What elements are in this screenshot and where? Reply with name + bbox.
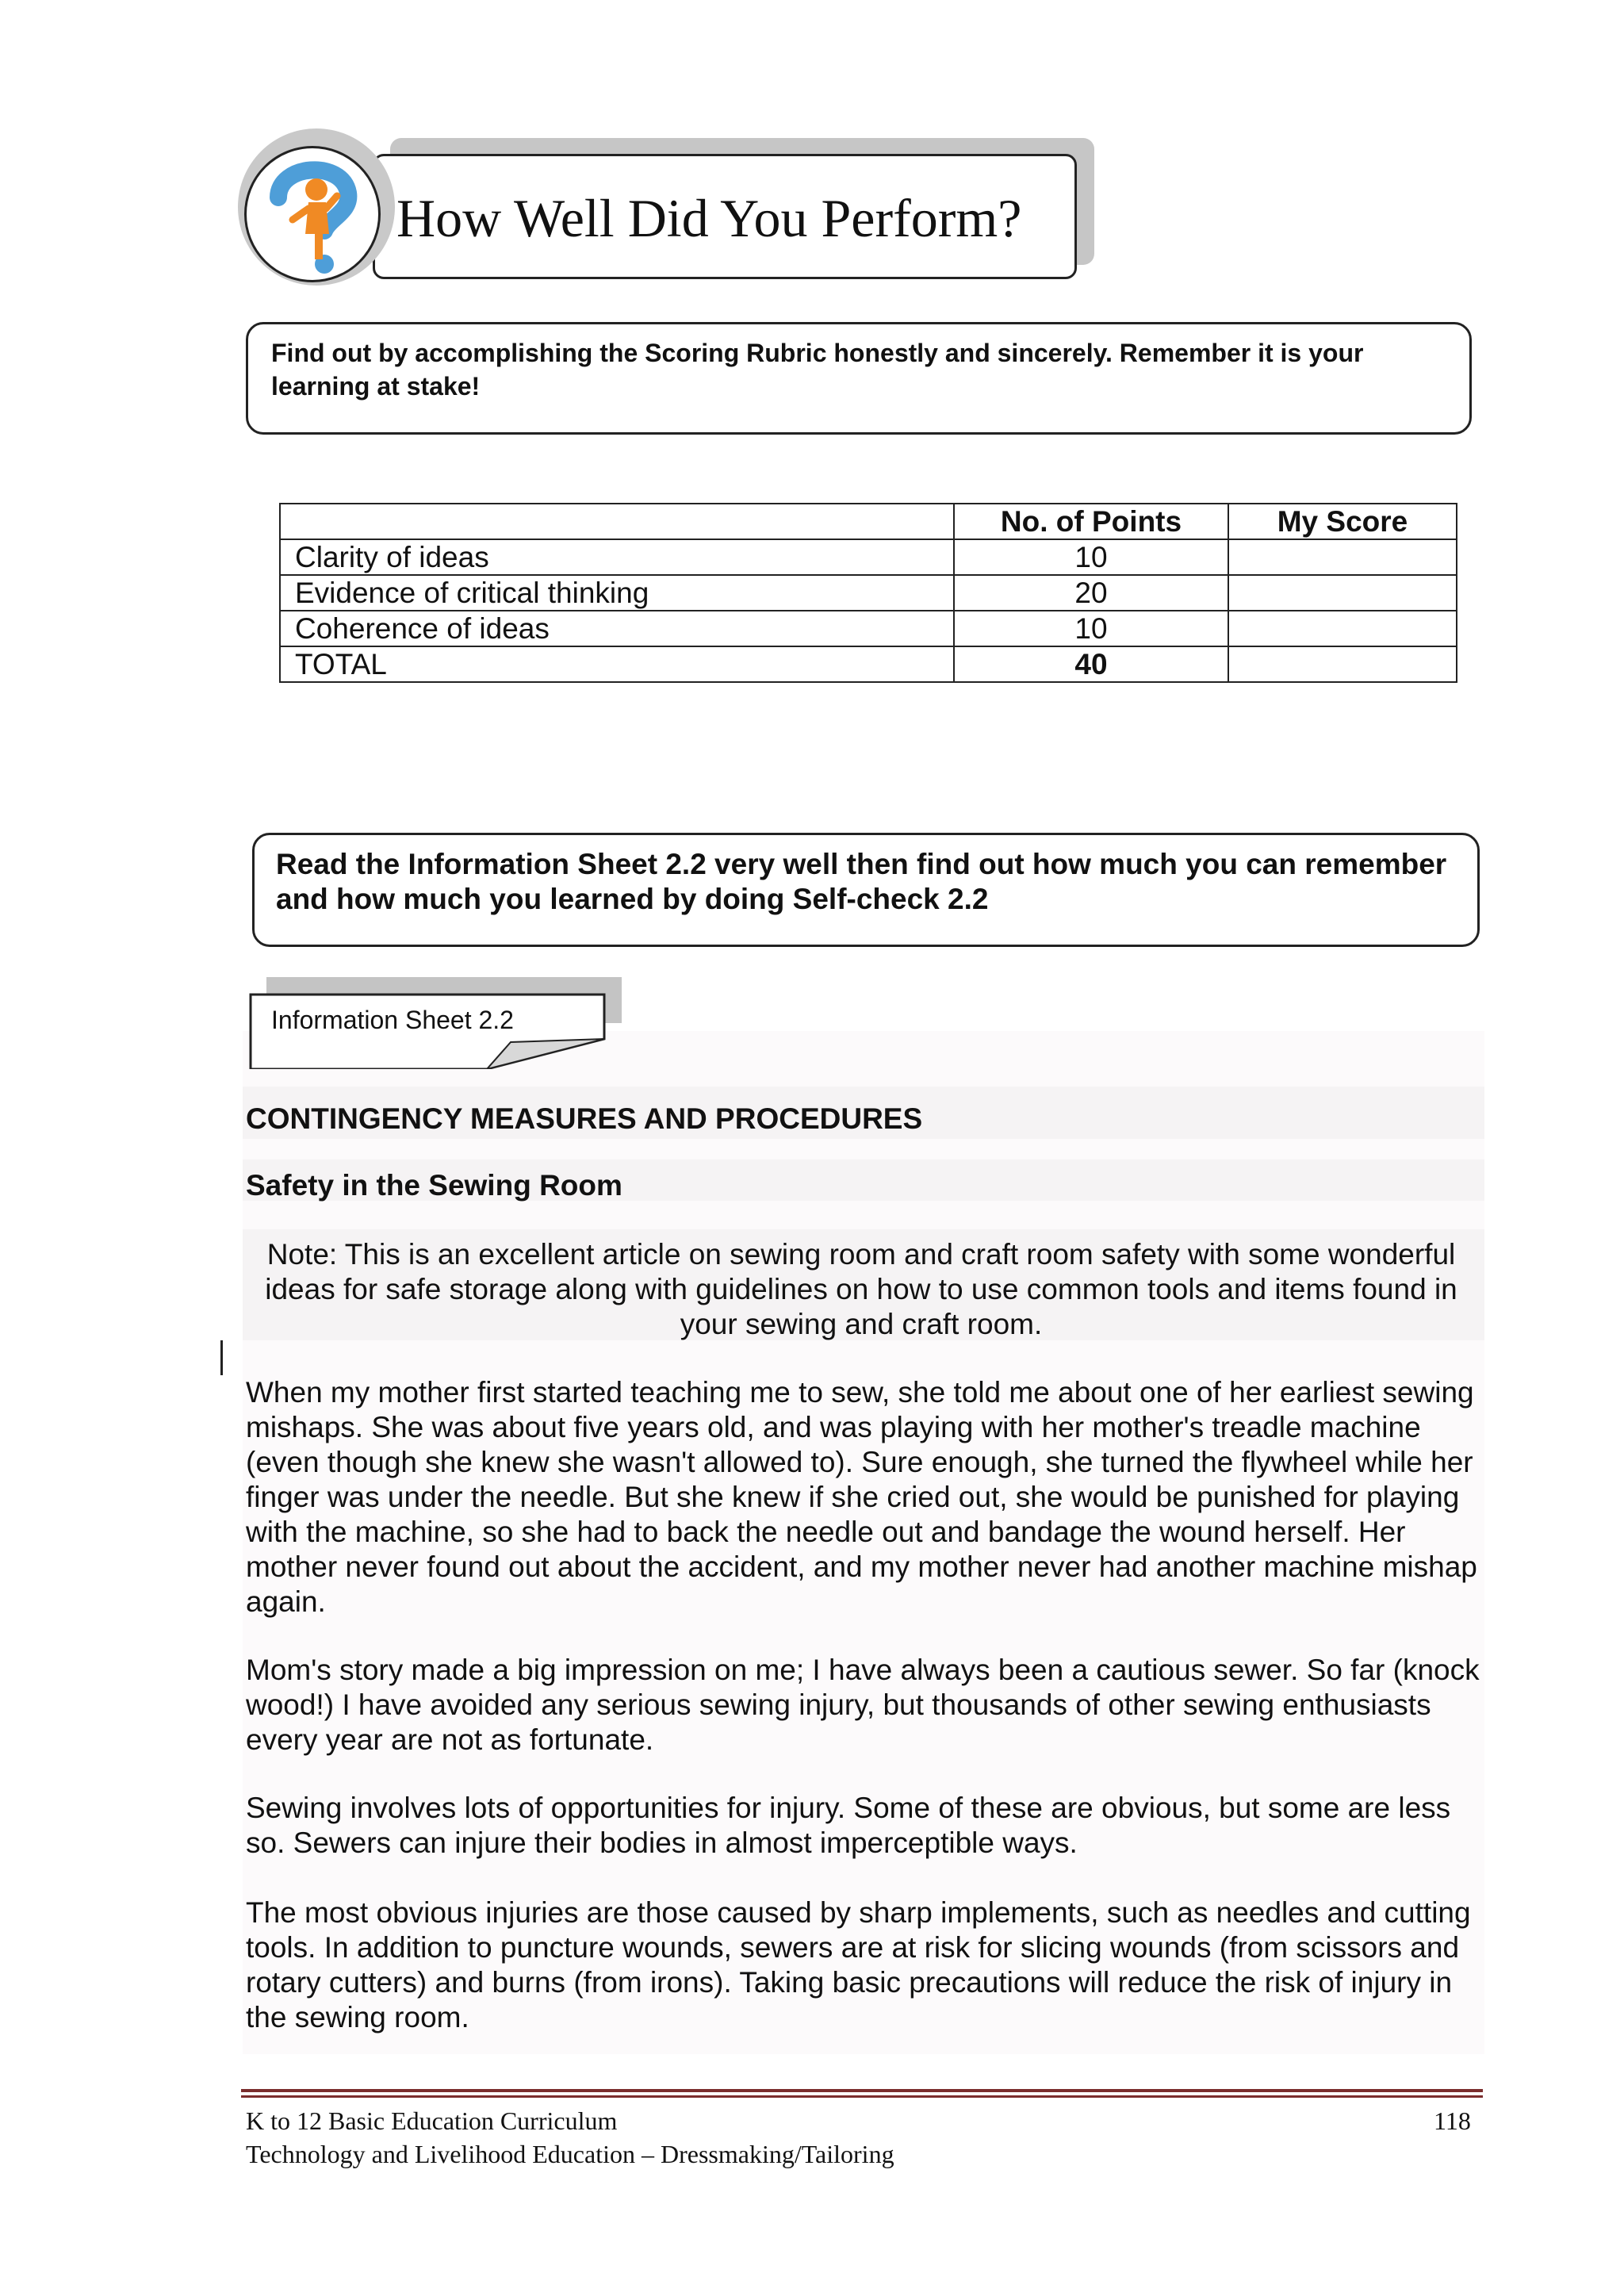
- criterion-cell: TOTAL: [280, 646, 954, 682]
- note-text: Note: This is an excellent article on sewing room and craft room safety with some wonderful ideas for safe storage along with guidelines on how to use common tools and items found in your sewing and craft room.: [265, 1238, 1457, 1340]
- column-header-points: No. of Points: [954, 504, 1228, 539]
- instruction-text: Read the Information Sheet 2.2 very well then find out how much you can remember and how much you learned by doing Self-check 2.2: [276, 848, 1447, 915]
- information-sheet-label: Information Sheet 2.2: [271, 1006, 514, 1034]
- column-header-score: My Score: [1228, 504, 1457, 539]
- page-title: How Well Did You Perform?: [396, 188, 1022, 248]
- criterion-cell: Evidence of critical thinking: [280, 575, 954, 611]
- table-row: [280, 575, 1457, 611]
- criterion-cell: Clarity of ideas: [280, 539, 954, 575]
- paragraph: When my mother first started teaching me to sew, she told me about one of her earliest sewing mishaps. She was about five years old, and was playing with her mother's treadle machine (even though she knew she wasn't allowed to). Sure enough, she turned the flywheel while her finger was under the needle. But she knew if she cried out, she would be punished for playing with the machine, so she had to back the needle out and bandage the wound herself. Her mother never found out about the accident, and my mother never had another machine mishap again.: [246, 1376, 1477, 1618]
- scoring-rubric-table: [279, 503, 1457, 683]
- table-header-row: [280, 504, 1457, 539]
- paragraph: Sewing involves lots of opportunities for injury. Some of these are obvious, but some are less so. Sewers can injure their bodies in almost imperceptible ways.: [246, 1792, 1451, 1859]
- page-number: 118: [1434, 2106, 1471, 2135]
- points-cell: 10: [954, 539, 1228, 575]
- criterion-cell: Coherence of ideas: [280, 611, 954, 646]
- points-total-cell: 40: [954, 646, 1228, 682]
- footer-rule: [241, 2089, 1483, 2092]
- footer-curriculum: K to 12 Basic Education Curriculum: [246, 2106, 618, 2135]
- section-title: CONTINGENCY MEASURES AND PROCEDURES: [246, 1102, 923, 1135]
- table-row: [280, 611, 1457, 646]
- score-cell[interactable]: [1228, 611, 1457, 646]
- instruction-text: Find out by accomplishing the Scoring Rubric honestly and sincerely. Remember it is your learning at stake!: [271, 339, 1364, 401]
- text-cursor: [220, 1340, 223, 1375]
- score-cell[interactable]: [1228, 575, 1457, 611]
- footer-rule: [241, 2095, 1483, 2098]
- column-header-criteria: [280, 504, 954, 539]
- paragraph: The most obvious injuries are those caused by sharp implements, such as needles and cutting tools. In addition to puncture wounds, sewers are at risk for slicing wounds (from scissors and rotary cutters) and burns (from irons). Taking basic precautions will reduce the risk of injury in the sewing room.: [246, 1896, 1471, 2033]
- table-row-total: [280, 646, 1457, 682]
- question-figure-icon: [244, 146, 381, 282]
- points-cell: 20: [954, 575, 1228, 611]
- paragraph: Mom's story made a big impression on me; I have always been a cautious sewer. So far (knock wood!) I have avoided any serious sewing injury, but thousands of other sewing enthusiasts every year are not as fortunate.: [246, 1654, 1480, 1756]
- footer-subject: Technology and Livelihood Education – Dressmaking/Tailoring: [246, 2140, 894, 2168]
- points-cell: 10: [954, 611, 1228, 646]
- sub-title: Safety in the Sewing Room: [246, 1169, 622, 1202]
- score-total-cell[interactable]: [1228, 646, 1457, 682]
- table-row: [280, 539, 1457, 575]
- score-cell[interactable]: [1228, 539, 1457, 575]
